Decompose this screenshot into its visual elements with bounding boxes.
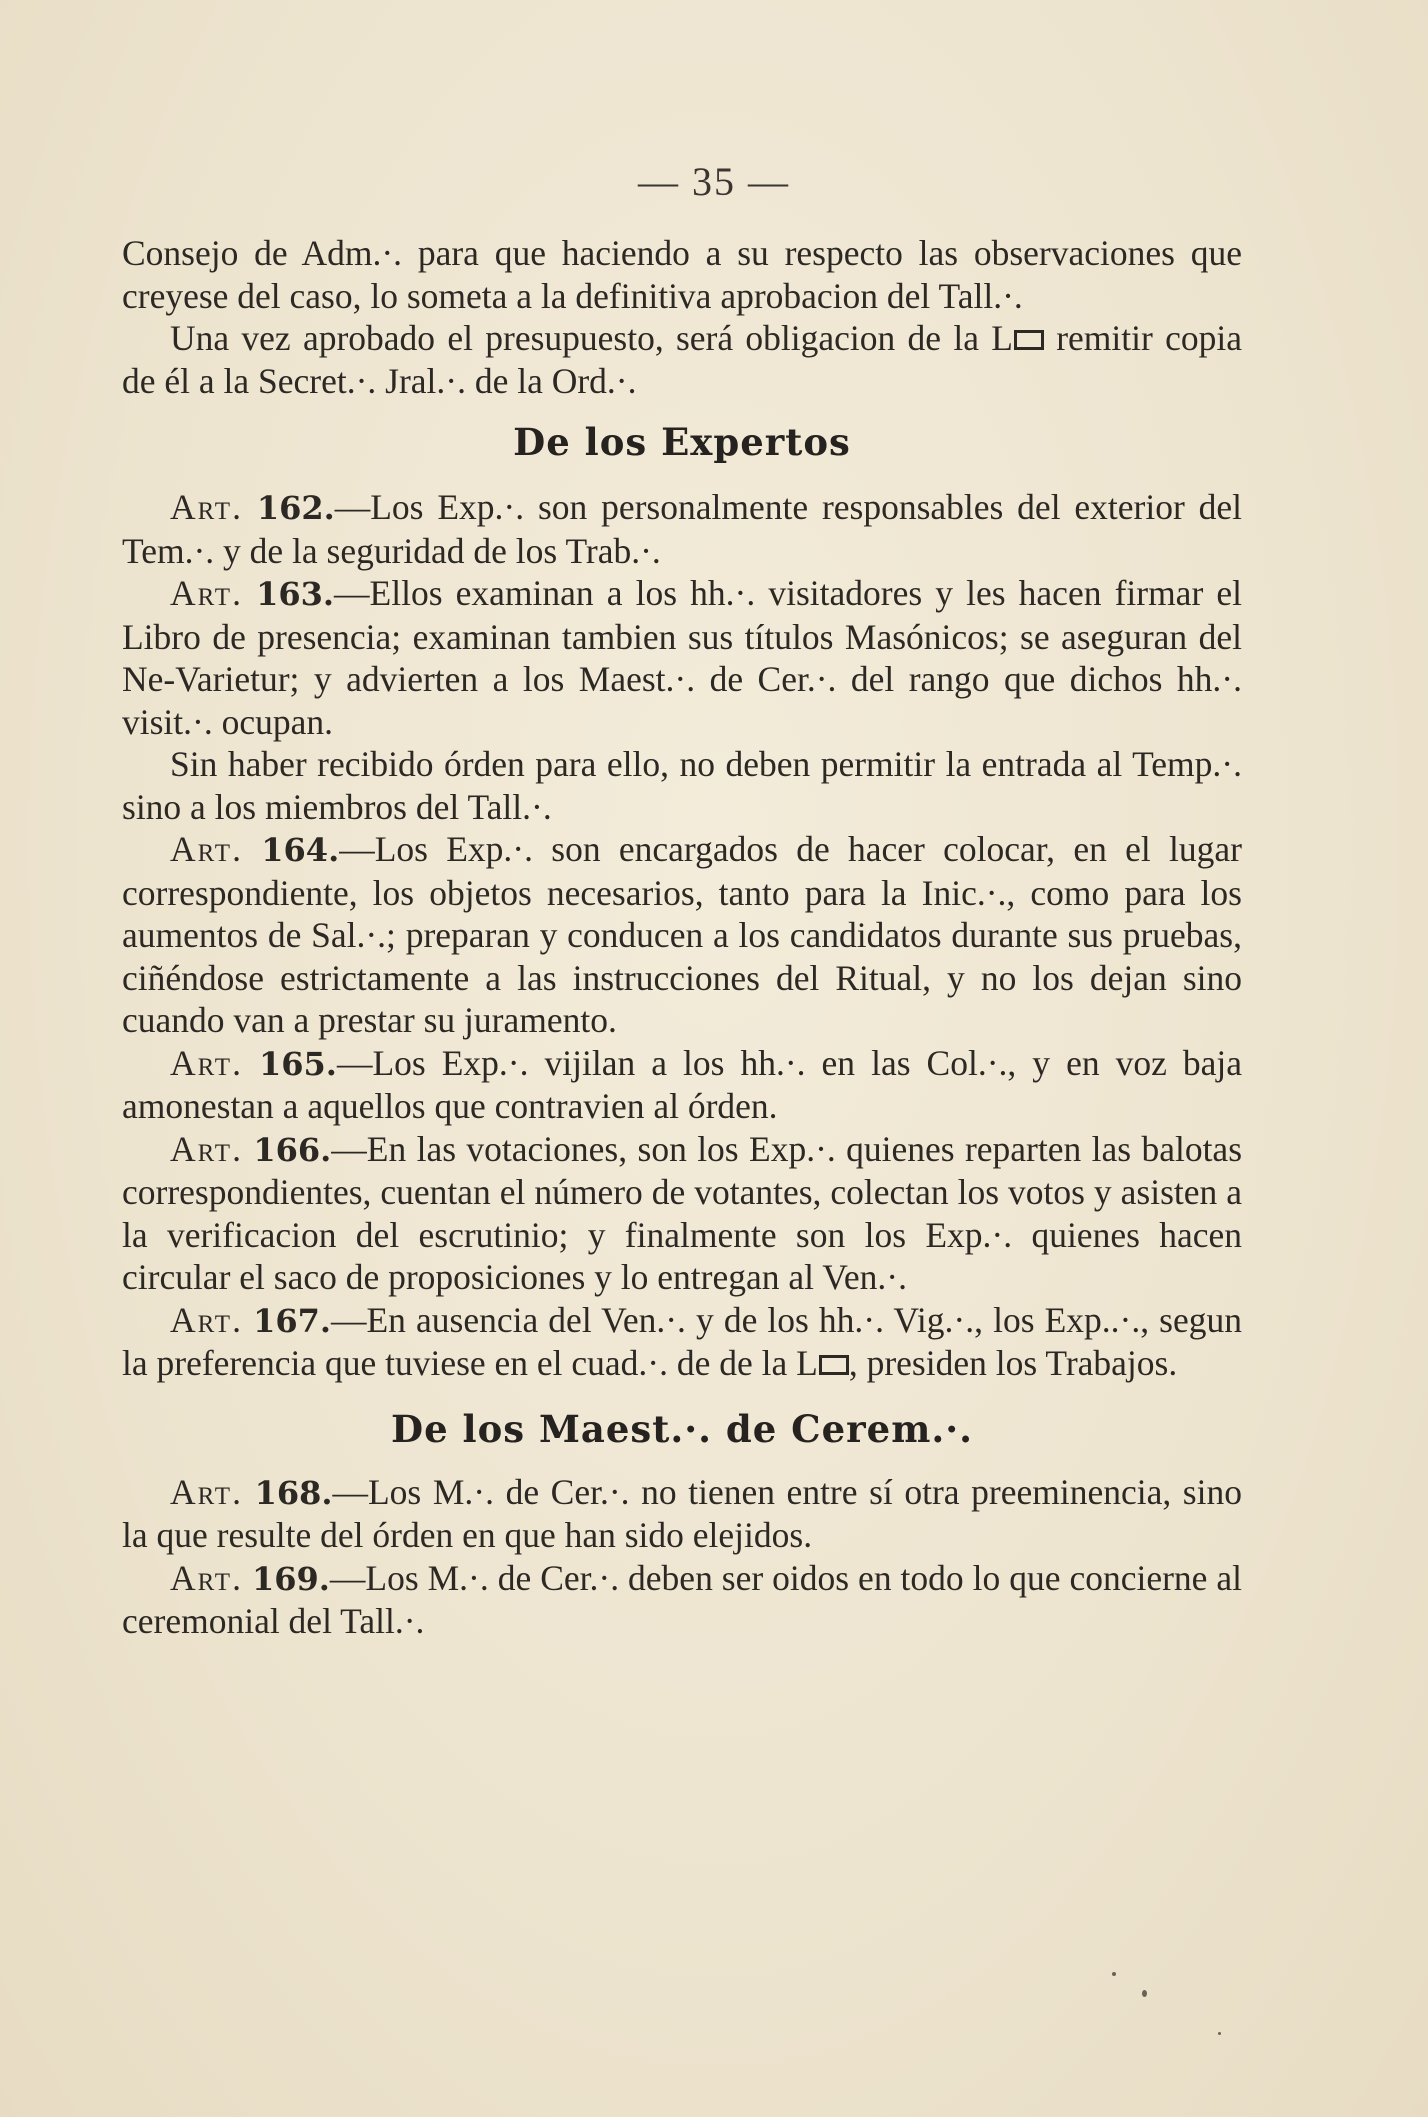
article-label: Art. <box>170 829 243 869</box>
article-text: —Los M.·. de Cer.·. deben ser oidos en todo lo que concierne al ceremonial del Tall.·. <box>122 1557 1243 1641</box>
article-text: —En las votaciones, son los Exp.·. quienes reparten las balotas correspondientes, cuentan el número de votantes, colectan los votos y asisten a la verificacion del escrutinio; y finalmente son los Exp.·. quienes hacen circular el saco de proposiciones y lo entregan al Ven.·. <box>122 1128 1243 1297</box>
article-number: 164. <box>261 831 340 869</box>
paragraph-presupuesto-text-a: Una vez aprobado el presupuesto, será obligacion de la L <box>170 318 1013 358</box>
section-title-maestros: De los Maest.·. de Cerem.·. <box>391 1406 973 1451</box>
article-164 <box>122 828 1242 1042</box>
lodge-square-icon <box>1014 330 1044 350</box>
article-text: —Ellos examinan a los hh.·. visitadores y les hacen firmar el Libro de presencia; examinan tambien sus títulos Masónicos; se aseguran del Ne-Varietur; y advierten a los Maest.·. de Cer.·. del rango que dichos hh.·. visit.·. ocupan. <box>122 573 1243 742</box>
body-text <box>122 232 1242 1643</box>
article-169 <box>122 1557 1242 1643</box>
article-text: —En ausencia del Ven.·. y de los hh.·. Vig.·., los Exp..·., segun la preferencia que tuviese en el cuad.·. de de la L <box>122 1299 1243 1383</box>
article-168 <box>122 1471 1242 1557</box>
article-162 <box>122 486 1242 572</box>
article-number: 166. <box>253 1130 332 1169</box>
section-title-expertos: De los Expertos <box>513 420 851 464</box>
article-label: Art. <box>170 487 243 527</box>
article-label: Art. <box>170 573 243 613</box>
paragraph-entrada-text: Sin haber recibido órden para ello, no deben permitir la entrada al Temp.·. sino a los miembros del Tall.·. <box>122 744 1242 827</box>
article-165 <box>122 1042 1242 1128</box>
paragraph-consejo <box>122 232 1242 317</box>
article-text: —Los Exp.·. son personalmente responsables del exterior del Tem.·. y de la seguridad de los Trab.·. <box>122 487 1242 571</box>
article-label: Art. <box>170 1557 243 1598</box>
paragraph-entrada <box>122 743 1242 828</box>
article-text: —Los Exp.·. vijilan a los hh.·. en las Col.·., y en voz baja amonestan a aquellos que contravien al órden. <box>122 1042 1243 1126</box>
paragraph-presupuesto <box>122 317 1242 402</box>
ink-speck <box>1112 1972 1116 1976</box>
article-number: 163. <box>256 575 335 613</box>
lodge-square-icon <box>819 1355 849 1375</box>
article-label: Art. <box>170 1042 243 1083</box>
article-text: —Los Exp.·. son encargados de hacer colocar, en el lugar correspondiente, los objetos necesarios, tanto para la Inic.·., como para los aumentos de Sal.·.; preparan y conducen a los candidatos durante sus pruebas, ciñéndose estrictamente a las instrucciones del Ritual, y no los dejan sino cuando van a prestar su juramento. <box>122 829 1243 1040</box>
article-text-after: , presiden los Trabajos. <box>848 1343 1178 1383</box>
article-167 <box>122 1299 1242 1385</box>
article-label: Art. <box>170 1128 243 1169</box>
article-166 <box>122 1128 1242 1299</box>
article-label: Art. <box>170 1471 243 1512</box>
paragraph-presupuesto-text-b: remitir copia de él a la Secret.·. Jral.·. de la Ord.·. <box>122 318 1242 401</box>
paragraph-consejo-text: Consejo de Adm.·. para que haciendo a su respecto las observaciones que creyese del caso, lo someta a la definitiva aprobacion del Tall.·. <box>122 233 1242 316</box>
article-number: 162. <box>256 489 335 527</box>
ink-speck <box>1218 2032 1221 2035</box>
article-number: 167. <box>253 1301 331 1340</box>
article-text: —Los M.·. de Cer.·. no tienen entre sí otra preeminencia, sino la que resulte del órden en que han sido elejidos. <box>122 1471 1242 1555</box>
article-number: 168. <box>254 1473 333 1512</box>
article-number: 165. <box>259 1044 337 1083</box>
article-number: 169. <box>251 1559 330 1598</box>
article-163 <box>122 572 1242 743</box>
page-number: — 35 — <box>638 159 790 204</box>
ink-speck <box>1142 1990 1147 1997</box>
article-label: Art. <box>170 1299 243 1340</box>
